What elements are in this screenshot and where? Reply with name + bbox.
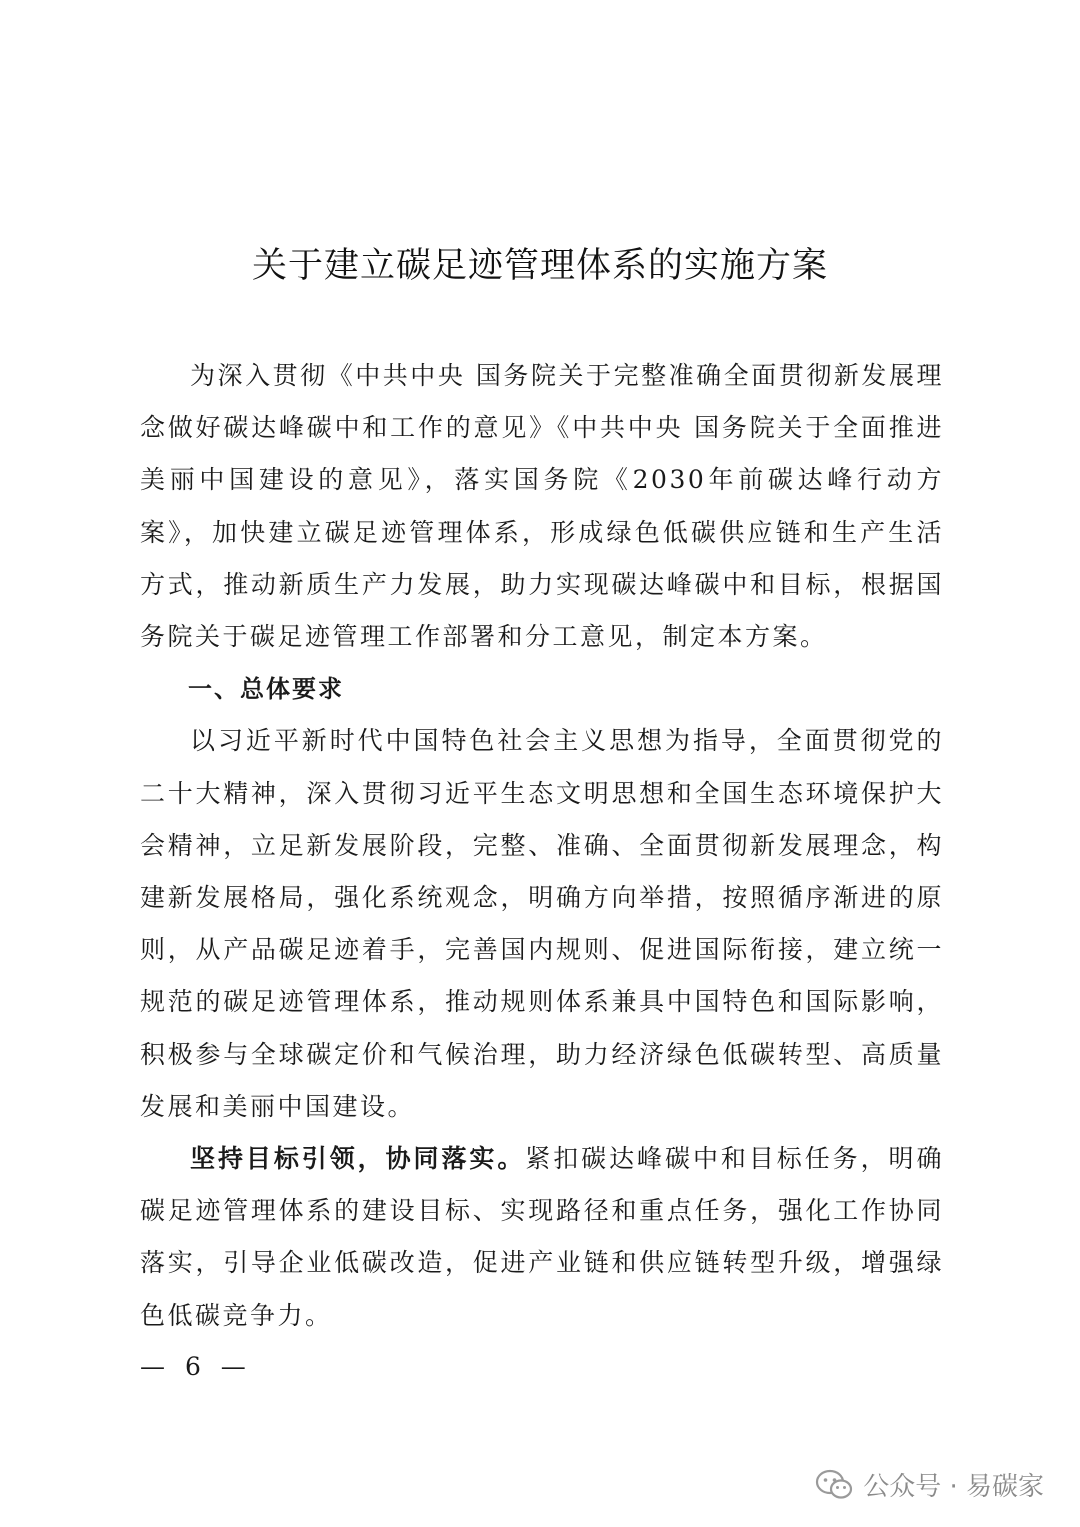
watermark-text: 公众号 · 易碳家 [863,1472,1044,1502]
page-number: — 6 — [140,1352,252,1381]
watermark [815,1466,1044,1503]
principle-paragraph [140,1133,944,1342]
wechat-icon [815,1469,853,1501]
document-body [140,350,944,1342]
section-heading: 一、总体要求 [188,675,344,704]
section-paragraph: 以习近平新时代中国特色社会主义思想为指导，全面贯彻党的二十大精神，深入贯彻习近平生态文明思想和全国生态环境保护大会精神，立足新发展阶段，完整、准确、全面贯彻新发展理念，构建新发展格局，强化系统观念，明确方向举措，按照循序渐进的原则，从产品碳足迹着手，完善国内规则、促进国际衔接，建立统一规范的碳足迹管理体系，推动规则体系兼具中国特色和国际影响，积极参与全球碳定价和气候治理，助力经济绿色低碳转型、高质量发展和美丽中国建设。 [140,726,944,1121]
document-title: 关于建立碳足迹管理体系的实施方案 [251,246,828,286]
intro-paragraph: 为深入贯彻《中共中央 国务院关于完整准确全面贯彻新发展理念做好碳达峰碳中和工作的意见》《中共中央 国务院关于全面推进美丽中国建设的意见》，落实国务院《2030年前碳达峰行动方案》，加快建立碳足迹管理体系，形成绿色低碳供应链和生产生活方式，推动新质生产力发展，助力实现碳达峰碳中和目标，根据国务院关于碳足迹管理工作部署和分工意见，制定本方案。 [140,361,944,652]
principle-lead: 坚持目标引领，协同落实。 [190,1144,526,1174]
principle-text: 紧扣碳达峰碳中和目标任务，明确碳足迹管理体系的建设目标、实现路径和重点任务，强化工作协同落实，引导企业低碳改造，促进产业链和供应链转型升级，增强绿色低碳竞争力。 [140,1144,944,1330]
